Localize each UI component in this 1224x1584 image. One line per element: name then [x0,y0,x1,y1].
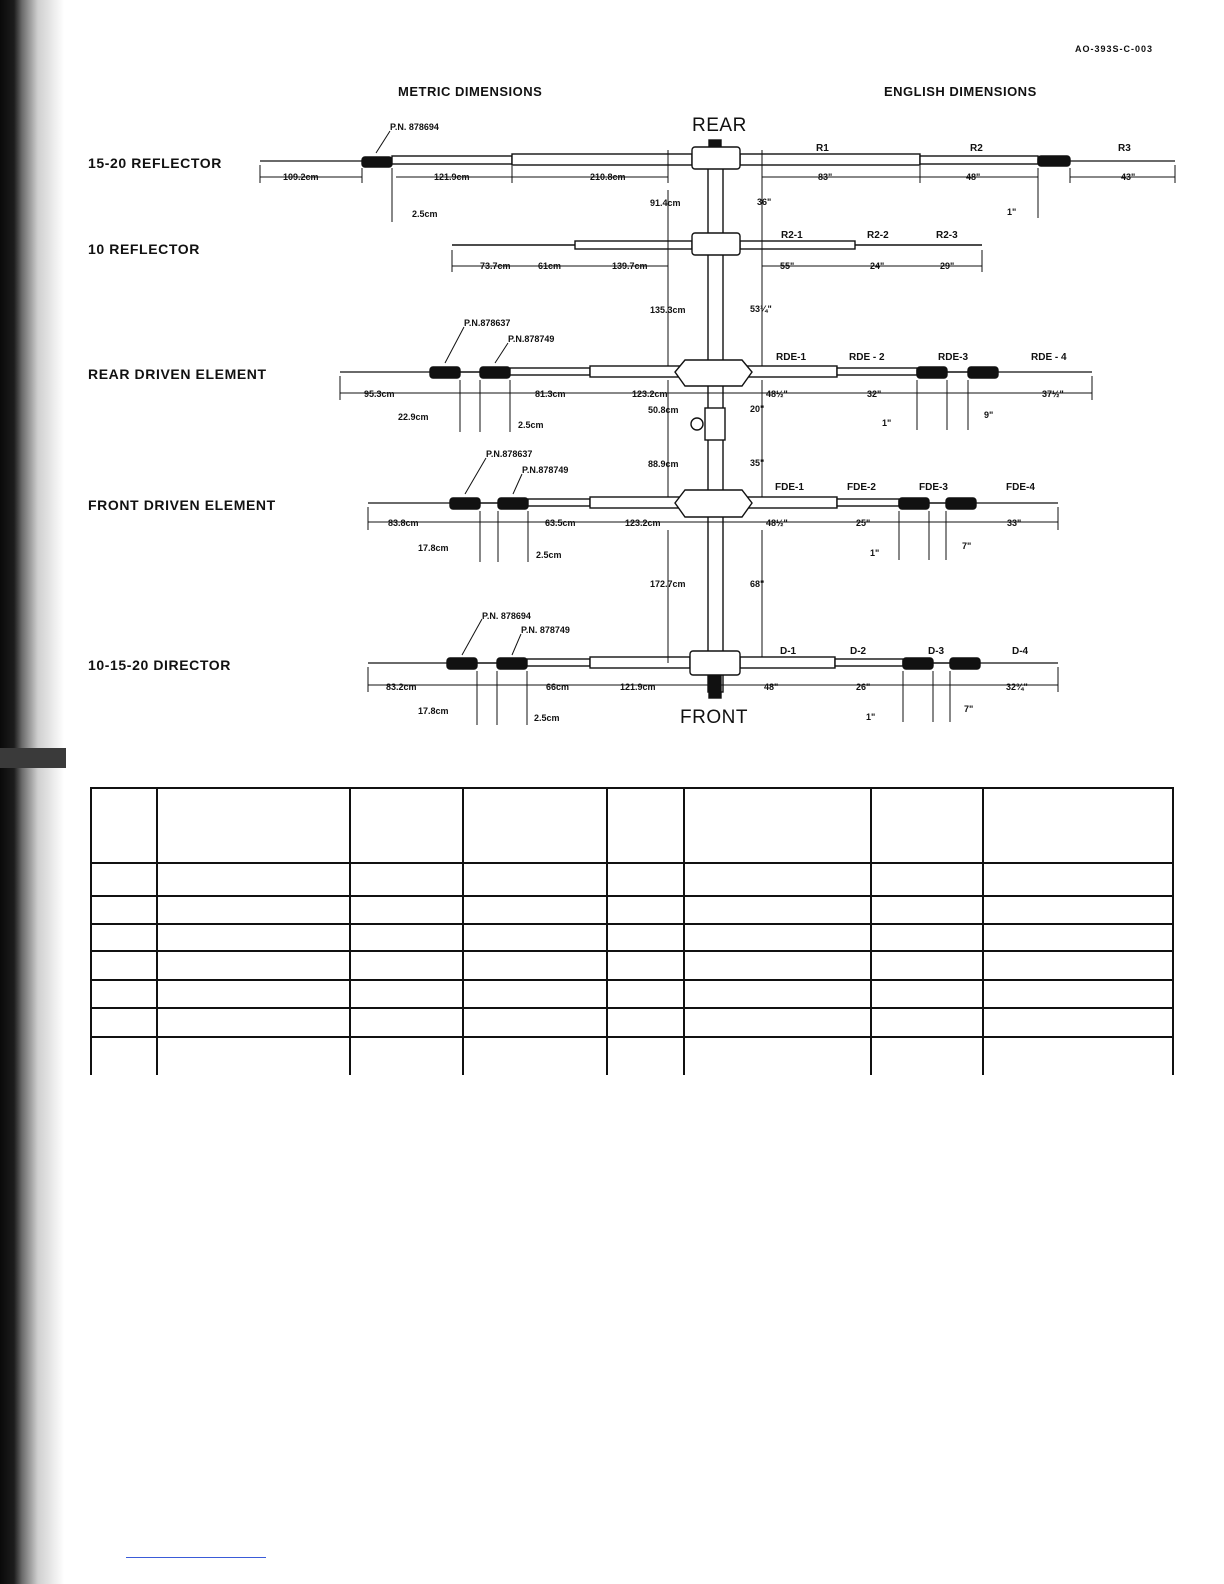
dim-r15-metric-1: 109.2cm [283,172,319,182]
segment-d-3: D-3 [928,646,945,657]
segment-d-2: D-2 [850,646,867,657]
dim-fde-english-5: 7" [962,541,972,551]
dim-r10-english-3: 29" [940,261,955,271]
dim-fde-metric-4: 17.8cm [418,543,449,553]
rear-label: REAR [692,115,747,136]
dim-rde-english-2: 32" [867,389,882,399]
segment-rde-2: RDE - 2 [849,352,885,363]
dim-d-english-5: 7" [964,704,974,714]
blank-table [90,787,1174,1075]
dim-r10-english-2: 24" [870,261,885,271]
dim-rde-english-5: 9" [984,410,994,420]
dim-r10-english-1: 55" [780,261,795,271]
spacing-metric-5: 172.7cm [650,579,686,589]
table-row [91,924,1173,952]
pn-rear-driven-2: P.N.878749 [508,334,555,344]
spacing-english-3: 20" [750,404,765,414]
dim-d-english-4: 1" [866,712,876,722]
dim-r15-metric-4: 2.5cm [412,209,438,219]
footer-rule [126,1557,266,1558]
dim-fde-english-3: 33" [1007,518,1022,528]
reflector-15-20-element [260,147,1175,169]
segment-d-1: D-1 [780,646,797,657]
dim-fde-english-2: 25" [856,518,871,528]
pn-director-2: P.N. 878749 [521,625,570,635]
segment-r1: R1 [816,143,829,154]
director-label: 10-15-20 DIRECTOR [88,657,231,673]
dim-fde-metric-2: 63.5cm [545,518,576,528]
dim-fde-metric-3: 123.2cm [625,518,661,528]
pn-reflector-15-20: P.N. 878694 [390,122,439,132]
segment-rde-4: RDE - 4 [1031,352,1067,363]
reflector-10-label: 10 REFLECTOR [88,241,200,257]
dim-rde-english-3: 37½" [1042,389,1064,399]
reflector-10-element [452,233,982,255]
table-row [91,1008,1173,1038]
segment-fde-3: FDE-3 [919,482,948,493]
spacing-english-4: 35" [750,458,765,468]
dim-d-metric-2: 66cm [546,682,570,692]
dim-rde-metric-5: 2.5cm [518,420,544,430]
pn-front-driven-2: P.N.878749 [522,465,569,475]
spacing-english-1: 36" [757,197,772,207]
dim-r10-metric-3: 139.7cm [612,261,648,271]
spacing-english-2: 53¼" [750,304,772,314]
segment-fde-1: FDE-1 [775,482,804,493]
dim-d-english-3: 32¾" [1006,682,1028,692]
dim-rde-metric-2: 81.3cm [535,389,566,399]
metric-header: METRIC DIMENSIONS [398,84,543,99]
pn-director-1: P.N. 878694 [482,611,531,621]
dim-d-metric-5: 2.5cm [534,713,560,723]
table-row [91,980,1173,1008]
english-header: ENGLISH DIMENSIONS [884,84,1037,99]
segment-r2-2: R2-2 [867,230,889,241]
dim-fde-metric-1: 83.8cm [388,518,419,528]
dim-fde-metric-5: 2.5cm [536,550,562,560]
segment-rde-3: RDE-3 [938,352,969,363]
dim-d-metric-3: 121.9cm [620,682,656,692]
rear-driven-label: REAR DRIVEN ELEMENT [88,366,267,382]
boom-front-cap [709,676,721,698]
segment-r2-1: R2-1 [781,230,803,241]
table-row [91,863,1173,896]
dim-d-metric-4: 17.8cm [418,706,449,716]
table-row [91,1037,1173,1075]
segment-fde-2: FDE-2 [847,482,876,493]
front-driven-element [368,490,1058,517]
dim-r15-metric-2: 121.9cm [434,172,470,182]
spacing-english-5: 68" [750,579,765,589]
dim-fde-english-1: 48½" [766,518,788,528]
table-row [91,896,1173,924]
front-driven-label: FRONT DRIVEN ELEMENT [88,497,276,513]
table-header-row [91,788,1173,863]
antenna-diagram [0,0,1224,760]
segment-r3: R3 [1118,143,1131,154]
dim-rde-metric-3: 123.2cm [632,389,668,399]
dim-d-english-1: 48" [764,682,779,692]
dim-rde-metric-1: 95.3cm [364,389,395,399]
table-row [91,951,1173,980]
dim-r10-metric-1: 73.7cm [480,261,511,271]
dim-fde-english-4: 1" [870,548,880,558]
dim-r15-english-3: 43" [1121,172,1136,182]
front-label: FRONT [680,707,748,728]
gamma-match-box [705,408,725,440]
dim-r10-metric-2: 61cm [538,261,562,271]
gamma-knob [691,418,703,430]
segment-r2-3: R2-3 [936,230,958,241]
spacing-metric-2: 135.3cm [650,305,686,315]
director-element [368,651,1058,675]
spacing-metric-1: 91.4cm [650,198,681,208]
spacing-metric-3: 50.8cm [648,405,679,415]
dim-r15-english-4: 1" [1007,207,1017,217]
pn-rear-driven-1: P.N.878637 [464,318,511,328]
segment-fde-4: FDE-4 [1006,482,1035,493]
segment-rde-1: RDE-1 [776,352,807,363]
segment-r2: R2 [970,143,983,154]
spacing-metric-4: 88.9cm [648,459,679,469]
segment-d-4: D-4 [1012,646,1029,657]
dim-rde-metric-4: 22.9cm [398,412,429,422]
dim-r15-english-2: 48" [966,172,981,182]
dim-d-metric-1: 83.2cm [386,682,417,692]
figure-id: AO-393S-C-003 [1075,44,1154,54]
dim-r15-english-1: 83" [818,172,833,182]
pn-front-driven-1: P.N.878637 [486,449,533,459]
dim-d-english-2: 26" [856,682,871,692]
reflector-15-20-label: 15-20 REFLECTOR [88,155,222,171]
dim-rde-english-4: 1" [882,418,892,428]
dim-r15-metric-3: 210.8cm [590,172,626,182]
dim-rde-english-1: 48½" [766,389,788,399]
rear-driven-element [340,360,1092,386]
